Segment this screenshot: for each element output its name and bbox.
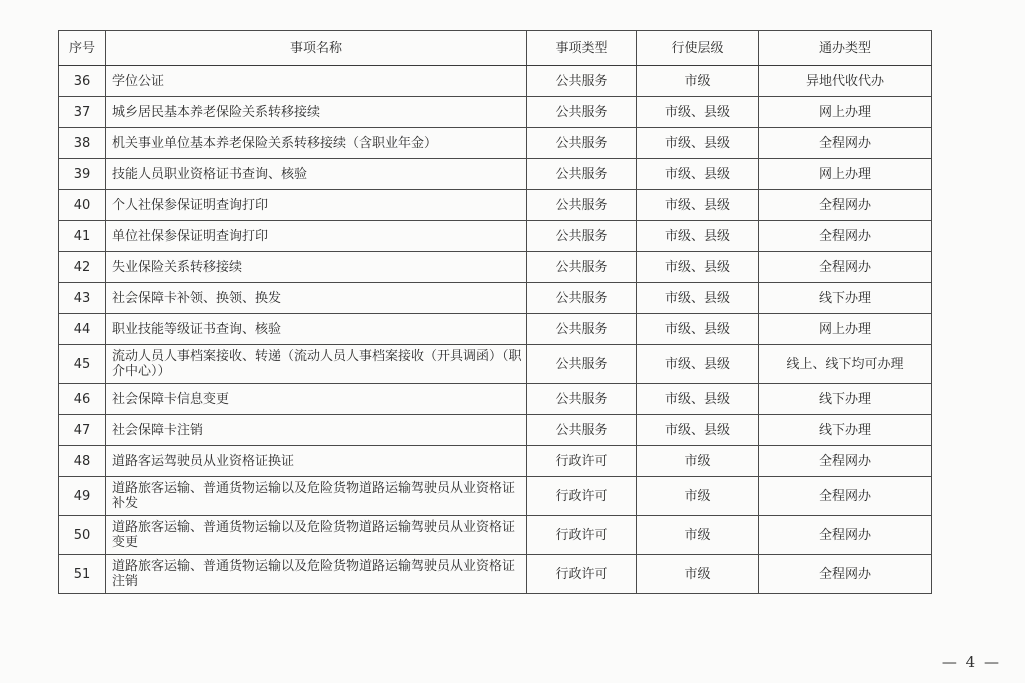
- item-type-cell: 行政许可: [527, 555, 637, 594]
- exercise-level-cell: 市级、县级: [637, 97, 759, 128]
- item-type-cell: 公共服务: [527, 190, 637, 221]
- header-item-type: 事项类型: [527, 31, 637, 66]
- item-name-cell: 学位公证: [106, 66, 527, 97]
- exercise-level-cell: 市级、县级: [637, 159, 759, 190]
- table-row: [59, 555, 932, 594]
- item-name-cell: 职业技能等级证书查询、核验: [106, 314, 527, 345]
- serial-cell: 44: [59, 314, 106, 345]
- serial-cell: 49: [59, 477, 106, 516]
- serial-cell: 37: [59, 97, 106, 128]
- item-type-cell: 公共服务: [527, 252, 637, 283]
- table-row: [59, 477, 932, 516]
- item-name-cell: 社会保障卡信息变更: [106, 384, 527, 415]
- table-row: [59, 190, 932, 221]
- serial-cell: 50: [59, 516, 106, 555]
- exercise-level-cell: 市级、县级: [637, 283, 759, 314]
- table-row: [59, 159, 932, 190]
- exercise-level-cell: 市级、县级: [637, 221, 759, 252]
- table-row: [59, 446, 932, 477]
- item-name-cell: 道路客运驾驶员从业资格证换证: [106, 446, 527, 477]
- serial-cell: 51: [59, 555, 106, 594]
- exercise-level-cell: 市级、县级: [637, 252, 759, 283]
- item-type-cell: 公共服务: [527, 159, 637, 190]
- handling-type-cell: 全程网办: [759, 252, 932, 283]
- header-serial: 序号: [59, 31, 106, 66]
- exercise-level-cell: 市级、县级: [637, 384, 759, 415]
- item-name-cell: 失业保险关系转移接续: [106, 252, 527, 283]
- handling-type-cell: 全程网办: [759, 221, 932, 252]
- handling-type-cell: 全程网办: [759, 190, 932, 221]
- item-type-cell: 公共服务: [527, 97, 637, 128]
- handling-type-cell: 网上办理: [759, 159, 932, 190]
- exercise-level-cell: 市级: [637, 477, 759, 516]
- item-name-cell: 机关事业单位基本养老保险关系转移接续（含职业年金）: [106, 128, 527, 159]
- handling-type-cell: 全程网办: [759, 516, 932, 555]
- serial-cell: 46: [59, 384, 106, 415]
- serial-cell: 45: [59, 345, 106, 384]
- item-type-cell: 公共服务: [527, 384, 637, 415]
- item-type-cell: 公共服务: [527, 415, 637, 446]
- item-name-cell: 城乡居民基本养老保险关系转移接续: [106, 97, 527, 128]
- table-row: [59, 252, 932, 283]
- handling-type-cell: 线上、线下均可办理: [759, 345, 932, 384]
- item-type-cell: 公共服务: [527, 221, 637, 252]
- header-exercise-level: 行使层级: [637, 31, 759, 66]
- table-header-row: [59, 31, 932, 66]
- handling-type-cell: 异地代收代办: [759, 66, 932, 97]
- exercise-level-cell: 市级: [637, 555, 759, 594]
- handling-type-cell: 网上办理: [759, 97, 932, 128]
- serial-cell: 38: [59, 128, 106, 159]
- exercise-level-cell: 市级、县级: [637, 128, 759, 159]
- item-type-cell: 公共服务: [527, 345, 637, 384]
- serial-cell: 47: [59, 415, 106, 446]
- item-name-cell: 个人社保参保证明查询打印: [106, 190, 527, 221]
- exercise-level-cell: 市级、县级: [637, 314, 759, 345]
- serial-cell: 39: [59, 159, 106, 190]
- handling-type-cell: 线下办理: [759, 415, 932, 446]
- handling-type-cell: 全程网办: [759, 128, 932, 159]
- handling-type-cell: 全程网办: [759, 477, 932, 516]
- serial-cell: 48: [59, 446, 106, 477]
- serial-cell: 40: [59, 190, 106, 221]
- item-name-cell: 单位社保参保证明查询打印: [106, 221, 527, 252]
- table-row: [59, 221, 932, 252]
- serial-cell: 41: [59, 221, 106, 252]
- exercise-level-cell: 市级、县级: [637, 415, 759, 446]
- item-name-cell: 社会保障卡补领、换领、换发: [106, 283, 527, 314]
- table-row: [59, 415, 932, 446]
- serial-cell: 43: [59, 283, 106, 314]
- table-row: [59, 384, 932, 415]
- item-type-cell: 公共服务: [527, 66, 637, 97]
- exercise-level-cell: 市级: [637, 66, 759, 97]
- table-row: [59, 97, 932, 128]
- item-type-cell: 行政许可: [527, 477, 637, 516]
- item-name-cell: 流动人员人事档案接收、转递（流动人员人事档案接收（开具调函）（职介中心））: [106, 345, 527, 384]
- item-type-cell: 公共服务: [527, 314, 637, 345]
- handling-type-cell: 网上办理: [759, 314, 932, 345]
- item-name-cell: 道路旅客运输、普通货物运输以及危险货物道路运输驾驶员从业资格证变更: [106, 516, 527, 555]
- handling-type-cell: 全程网办: [759, 555, 932, 594]
- table-row: [59, 128, 932, 159]
- item-name-cell: 道路旅客运输、普通货物运输以及危险货物道路运输驾驶员从业资格证补发: [106, 477, 527, 516]
- handling-type-cell: 线下办理: [759, 384, 932, 415]
- item-name-cell: 道路旅客运输、普通货物运输以及危险货物道路运输驾驶员从业资格证注销: [106, 555, 527, 594]
- table-row: [59, 345, 932, 384]
- table-row: [59, 314, 932, 345]
- handling-type-cell: 全程网办: [759, 446, 932, 477]
- item-name-cell: 社会保障卡注销: [106, 415, 527, 446]
- service-items-table: [58, 30, 932, 594]
- table-row: [59, 66, 932, 97]
- item-name-cell: 技能人员职业资格证书查询、核验: [106, 159, 527, 190]
- header-handling-type: 通办类型: [759, 31, 932, 66]
- exercise-level-cell: 市级: [637, 516, 759, 555]
- page-number: — 4 —: [941, 653, 1001, 671]
- serial-cell: 42: [59, 252, 106, 283]
- item-type-cell: 公共服务: [527, 128, 637, 159]
- header-item-name: 事项名称: [106, 31, 527, 66]
- table-row: [59, 516, 932, 555]
- serial-cell: 36: [59, 66, 106, 97]
- table-row: [59, 283, 932, 314]
- exercise-level-cell: 市级: [637, 446, 759, 477]
- item-type-cell: 公共服务: [527, 283, 637, 314]
- exercise-level-cell: 市级、县级: [637, 190, 759, 221]
- item-type-cell: 行政许可: [527, 446, 637, 477]
- exercise-level-cell: 市级、县级: [637, 345, 759, 384]
- handling-type-cell: 线下办理: [759, 283, 932, 314]
- item-type-cell: 行政许可: [527, 516, 637, 555]
